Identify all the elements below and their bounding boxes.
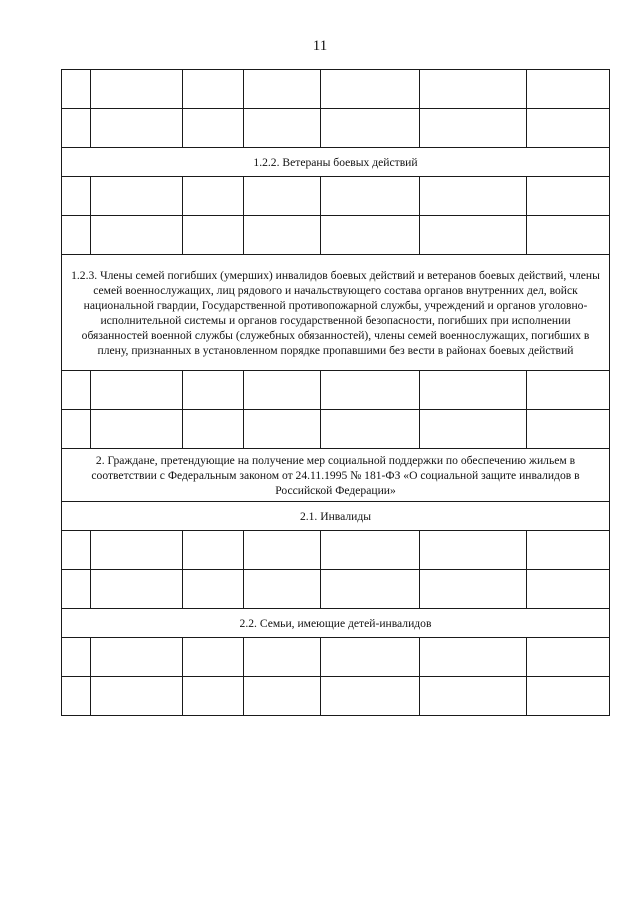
table-cell[interactable] [321,109,420,148]
table-cell[interactable] [91,177,183,216]
table-row [62,70,610,109]
table-cell[interactable] [527,177,610,216]
section-heading: 2.1. Инвалиды [62,502,610,531]
table-cell[interactable] [183,371,244,410]
table-cell[interactable] [183,410,244,449]
table-cell[interactable] [527,216,610,255]
table-row [62,638,610,677]
section-heading: 2.2. Семьи, имеющие детей-инвалидов [62,609,610,638]
table-cell[interactable] [321,531,420,570]
table-cell[interactable] [62,531,91,570]
section-row-families-disabled-children [62,609,610,638]
table-row [62,677,610,716]
table-cell[interactable] [244,570,321,609]
table-cell[interactable] [62,177,91,216]
page-number: 11 [312,38,328,54]
table-cell[interactable] [62,216,91,255]
table-cell[interactable] [62,109,91,148]
table-row [62,216,610,255]
section-heading: 1.2.3. Члены семей погибших (умерших) инвалидов боевых действий и ветеранов боевых действий, члены семей военнослужащих, лиц рядового и начальствующего состава органов внутренних дел, войск национальной гвардии, Государственной противопожарной службы, учреждений и органов уголовно-исполнительной системы и органов государственной безопасности, погибших при исполнении обязанностей военной службы (служебных обязанностей), члены семей военнослужащих, погибших в плену, признанных в установленном порядке пропавшими без вести в районах боевых действий [62,255,610,371]
section-heading: 2. Граждане, претендующие на получение мер социальной поддержки по обеспечению жильем в соответствии с Федеральным законом от 24.11.1995 № 181-ФЗ «О социальной защите инвалидов в Российской Федерации» [62,449,610,502]
table-cell[interactable] [91,638,183,677]
table-cell[interactable] [244,531,321,570]
table-cell[interactable] [321,70,420,109]
table-cell[interactable] [321,410,420,449]
table-row [62,109,610,148]
table-cell[interactable] [420,109,527,148]
table-cell[interactable] [91,371,183,410]
table-cell[interactable] [527,410,610,449]
table-cell[interactable] [527,371,610,410]
table-cell[interactable] [244,216,321,255]
section-row-veterans [62,148,610,177]
table-cell[interactable] [527,109,610,148]
table-cell[interactable] [244,109,321,148]
table-cell[interactable] [183,570,244,609]
table-cell[interactable] [91,570,183,609]
table-cell[interactable] [420,177,527,216]
table-cell[interactable] [321,677,420,716]
section-row-family-members [62,255,610,371]
table-cell[interactable] [527,70,610,109]
table-row [62,371,610,410]
table-cell[interactable] [91,216,183,255]
table-row [62,531,610,570]
section-heading: 1.2.2. Ветераны боевых действий [62,148,610,177]
table-cell[interactable] [527,638,610,677]
table-cell[interactable] [244,638,321,677]
table-cell[interactable] [62,70,91,109]
table-cell[interactable] [321,216,420,255]
table-cell[interactable] [183,677,244,716]
table-cell[interactable] [183,177,244,216]
table-cell[interactable] [420,216,527,255]
table-cell[interactable] [244,677,321,716]
table-cell[interactable] [62,570,91,609]
table-cell[interactable] [420,677,527,716]
table-cell[interactable] [183,638,244,677]
table-cell[interactable] [321,570,420,609]
table-cell[interactable] [62,638,91,677]
table-cell[interactable] [420,638,527,677]
table-cell[interactable] [91,70,183,109]
section-row-disabled [62,502,610,531]
table-row [62,570,610,609]
table-row [62,177,610,216]
table-cell[interactable] [420,570,527,609]
table-cell[interactable] [62,410,91,449]
table-cell[interactable] [91,531,183,570]
table-cell[interactable] [91,109,183,148]
table-cell[interactable] [183,109,244,148]
table-cell[interactable] [91,410,183,449]
table-cell[interactable] [420,531,527,570]
table-cell[interactable] [420,371,527,410]
table-cell[interactable] [527,570,610,609]
section-row-citizens-law-181 [62,449,610,502]
table-cell[interactable] [527,677,610,716]
table-cell[interactable] [91,677,183,716]
table-cell[interactable] [183,216,244,255]
table-cell[interactable] [420,70,527,109]
table-cell[interactable] [244,177,321,216]
table-cell[interactable] [183,70,244,109]
table-cell[interactable] [527,531,610,570]
table-cell[interactable] [183,531,244,570]
table-cell[interactable] [420,410,527,449]
table-cell[interactable] [244,70,321,109]
table-cell[interactable] [62,371,91,410]
table-row [62,410,610,449]
data-table [61,69,610,716]
table-cell[interactable] [321,638,420,677]
table-cell[interactable] [62,677,91,716]
table-cell[interactable] [244,410,321,449]
table-cell[interactable] [321,177,420,216]
table-cell[interactable] [244,371,321,410]
table-cell[interactable] [321,371,420,410]
